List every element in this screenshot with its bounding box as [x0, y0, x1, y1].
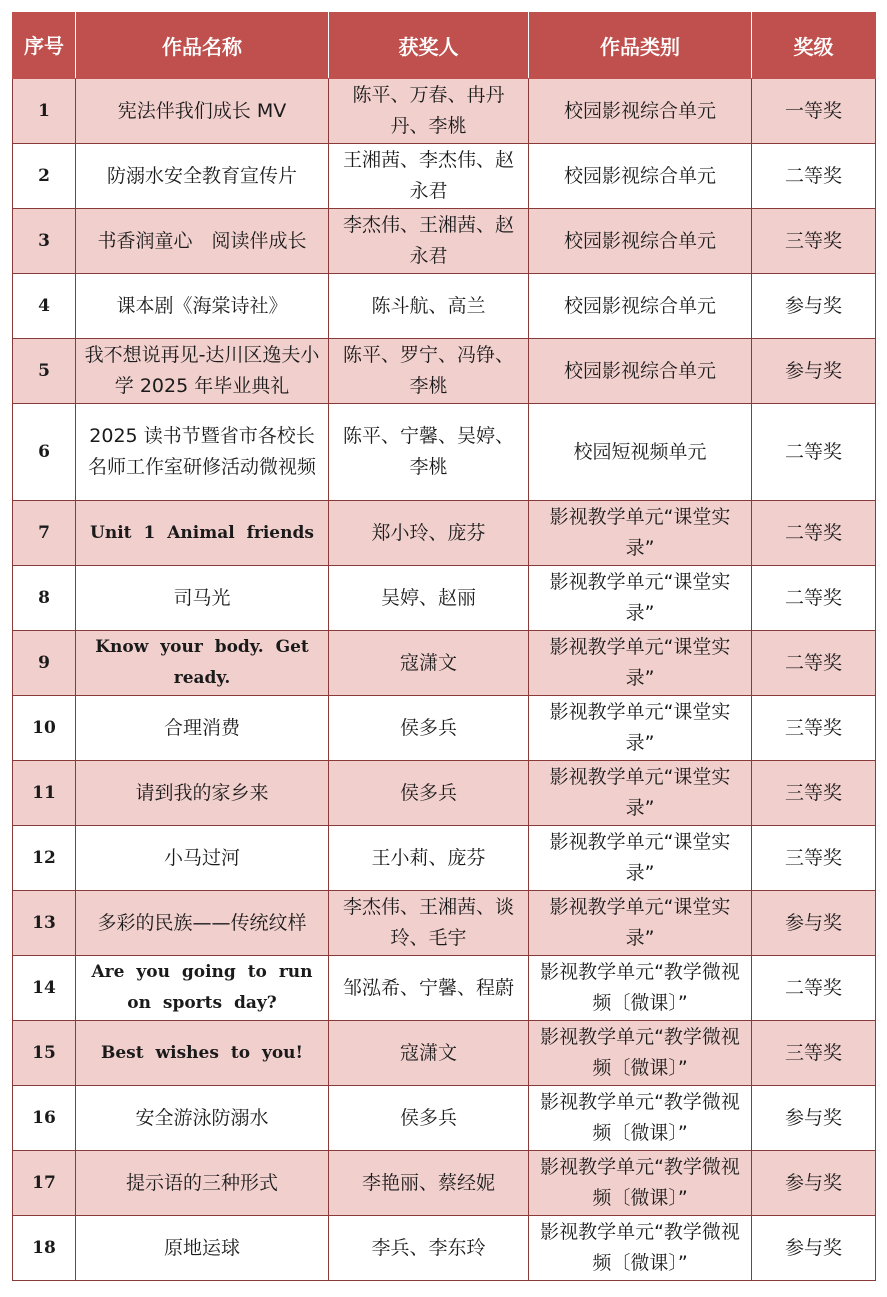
table-row — [13, 339, 876, 404]
cell-title: Know your body. Get ready. — [76, 631, 329, 696]
table-row — [13, 1216, 876, 1281]
award-table-container — [12, 12, 875, 1281]
cell-winners: 邹泓希、宁馨、程蔚 — [329, 956, 529, 1021]
cell-award: 参与奖 — [752, 339, 876, 404]
cell-category: 影视教学单元“教学微视频〔微课〕” — [529, 1151, 752, 1216]
header-index: 序号 — [13, 13, 76, 79]
cell-winners: 侯多兵 — [329, 696, 529, 761]
cell-index: 9 — [13, 631, 76, 696]
table-row — [13, 144, 876, 209]
table-row — [13, 1086, 876, 1151]
cell-award: 二等奖 — [752, 501, 876, 566]
cell-award: 参与奖 — [752, 1086, 876, 1151]
cell-award: 参与奖 — [752, 1151, 876, 1216]
cell-title: 提示语的三种形式 — [76, 1151, 329, 1216]
header-award: 奖级 — [752, 13, 876, 79]
cell-winners: 侯多兵 — [329, 761, 529, 826]
cell-winners: 寇潇文 — [329, 631, 529, 696]
cell-index: 4 — [13, 274, 76, 339]
table-row — [13, 209, 876, 274]
cell-title: Are you going to run on sports day? — [76, 956, 329, 1021]
table-row — [13, 761, 876, 826]
cell-category: 校园影视综合单元 — [529, 209, 752, 274]
cell-category: 影视教学单元“教学微视频〔微课〕” — [529, 956, 752, 1021]
cell-category: 影视教学单元“教学微视频〔微课〕” — [529, 1086, 752, 1151]
table-row — [13, 1021, 876, 1086]
header-row — [13, 13, 876, 79]
table-row — [13, 79, 876, 144]
cell-index: 10 — [13, 696, 76, 761]
cell-award: 二等奖 — [752, 144, 876, 209]
cell-category: 影视教学单元“课堂实录” — [529, 891, 752, 956]
cell-title: 课本剧《海棠诗社》 — [76, 274, 329, 339]
cell-title: 合理消费 — [76, 696, 329, 761]
cell-title: 书香润童心 阅读伴成长 — [76, 209, 329, 274]
cell-winners: 陈平、宁馨、吴婷、李桃 — [329, 404, 529, 501]
cell-category: 校园影视综合单元 — [529, 79, 752, 144]
cell-title: 原地运球 — [76, 1216, 329, 1281]
cell-index: 17 — [13, 1151, 76, 1216]
award-table — [12, 12, 876, 1281]
cell-index: 5 — [13, 339, 76, 404]
cell-winners: 王小莉、庞芬 — [329, 826, 529, 891]
cell-award: 参与奖 — [752, 891, 876, 956]
cell-award: 参与奖 — [752, 274, 876, 339]
cell-index: 2 — [13, 144, 76, 209]
cell-winners: 李杰伟、王湘茜、赵永君 — [329, 209, 529, 274]
table-row — [13, 1151, 876, 1216]
table-row — [13, 891, 876, 956]
cell-index: 15 — [13, 1021, 76, 1086]
cell-category: 校园影视综合单元 — [529, 274, 752, 339]
cell-title: 2025 读书节暨省市各校长名师工作室研修活动微视频 — [76, 404, 329, 501]
table-body — [13, 79, 876, 1281]
cell-winners: 陈斗航、高兰 — [329, 274, 529, 339]
cell-index: 8 — [13, 566, 76, 631]
cell-category: 校园影视综合单元 — [529, 144, 752, 209]
cell-award: 二等奖 — [752, 566, 876, 631]
cell-category: 影视教学单元“教学微视频〔微课〕” — [529, 1021, 752, 1086]
header-title: 作品名称 — [76, 13, 329, 79]
cell-category: 校园短视频单元 — [529, 404, 752, 501]
cell-index: 1 — [13, 79, 76, 144]
cell-category: 影视教学单元“课堂实录” — [529, 501, 752, 566]
cell-index: 6 — [13, 404, 76, 501]
table-row — [13, 631, 876, 696]
cell-award: 二等奖 — [752, 404, 876, 501]
cell-winners: 陈平、罗宁、冯铮、李桃 — [329, 339, 529, 404]
header-winners: 获奖人 — [329, 13, 529, 79]
cell-winners: 李艳丽、蔡经妮 — [329, 1151, 529, 1216]
table-row — [13, 956, 876, 1021]
cell-category: 影视教学单元“课堂实录” — [529, 761, 752, 826]
cell-winners: 李杰伟、王湘茜、谈玲、毛宇 — [329, 891, 529, 956]
cell-title: 小马过河 — [76, 826, 329, 891]
cell-title: 多彩的民族——传统纹样 — [76, 891, 329, 956]
cell-index: 14 — [13, 956, 76, 1021]
cell-award: 一等奖 — [752, 79, 876, 144]
cell-award: 三等奖 — [752, 209, 876, 274]
cell-index: 16 — [13, 1086, 76, 1151]
cell-winners: 陈平、万春、冉丹丹、李桃 — [329, 79, 529, 144]
cell-winners: 王湘茜、李杰伟、赵永君 — [329, 144, 529, 209]
cell-category: 校园影视综合单元 — [529, 339, 752, 404]
cell-title: 宪法伴我们成长 MV — [76, 79, 329, 144]
cell-category: 影视教学单元“课堂实录” — [529, 826, 752, 891]
cell-title: 我不想说再见-达川区逸夫小学 2025 年毕业典礼 — [76, 339, 329, 404]
cell-category: 影视教学单元“课堂实录” — [529, 566, 752, 631]
cell-index: 13 — [13, 891, 76, 956]
header-category: 作品类别 — [529, 13, 752, 79]
cell-title: 司马光 — [76, 566, 329, 631]
table-row — [13, 501, 876, 566]
cell-award: 三等奖 — [752, 826, 876, 891]
cell-category: 影视教学单元“课堂实录” — [529, 631, 752, 696]
cell-winners: 侯多兵 — [329, 1086, 529, 1151]
cell-award: 参与奖 — [752, 1216, 876, 1281]
cell-winners: 郑小玲、庞芬 — [329, 501, 529, 566]
cell-winners: 寇潇文 — [329, 1021, 529, 1086]
cell-award: 二等奖 — [752, 631, 876, 696]
cell-index: 18 — [13, 1216, 76, 1281]
table-row — [13, 274, 876, 339]
cell-title: Best wishes to you! — [76, 1021, 329, 1086]
cell-winners: 李兵、李东玲 — [329, 1216, 529, 1281]
cell-index: 3 — [13, 209, 76, 274]
cell-award: 三等奖 — [752, 761, 876, 826]
cell-title: 安全游泳防溺水 — [76, 1086, 329, 1151]
cell-index: 12 — [13, 826, 76, 891]
table-row — [13, 404, 876, 501]
cell-title: 防溺水安全教育宣传片 — [76, 144, 329, 209]
cell-award: 三等奖 — [752, 696, 876, 761]
cell-award: 三等奖 — [752, 1021, 876, 1086]
table-row — [13, 696, 876, 761]
cell-winners: 吴婷、赵丽 — [329, 566, 529, 631]
cell-award: 二等奖 — [752, 956, 876, 1021]
cell-category: 影视教学单元“课堂实录” — [529, 696, 752, 761]
cell-index: 11 — [13, 761, 76, 826]
cell-category: 影视教学单元“教学微视频〔微课〕” — [529, 1216, 752, 1281]
cell-title: Unit 1 Animal friends — [76, 501, 329, 566]
table-row — [13, 826, 876, 891]
cell-index: 7 — [13, 501, 76, 566]
cell-title: 请到我的家乡来 — [76, 761, 329, 826]
table-row — [13, 566, 876, 631]
